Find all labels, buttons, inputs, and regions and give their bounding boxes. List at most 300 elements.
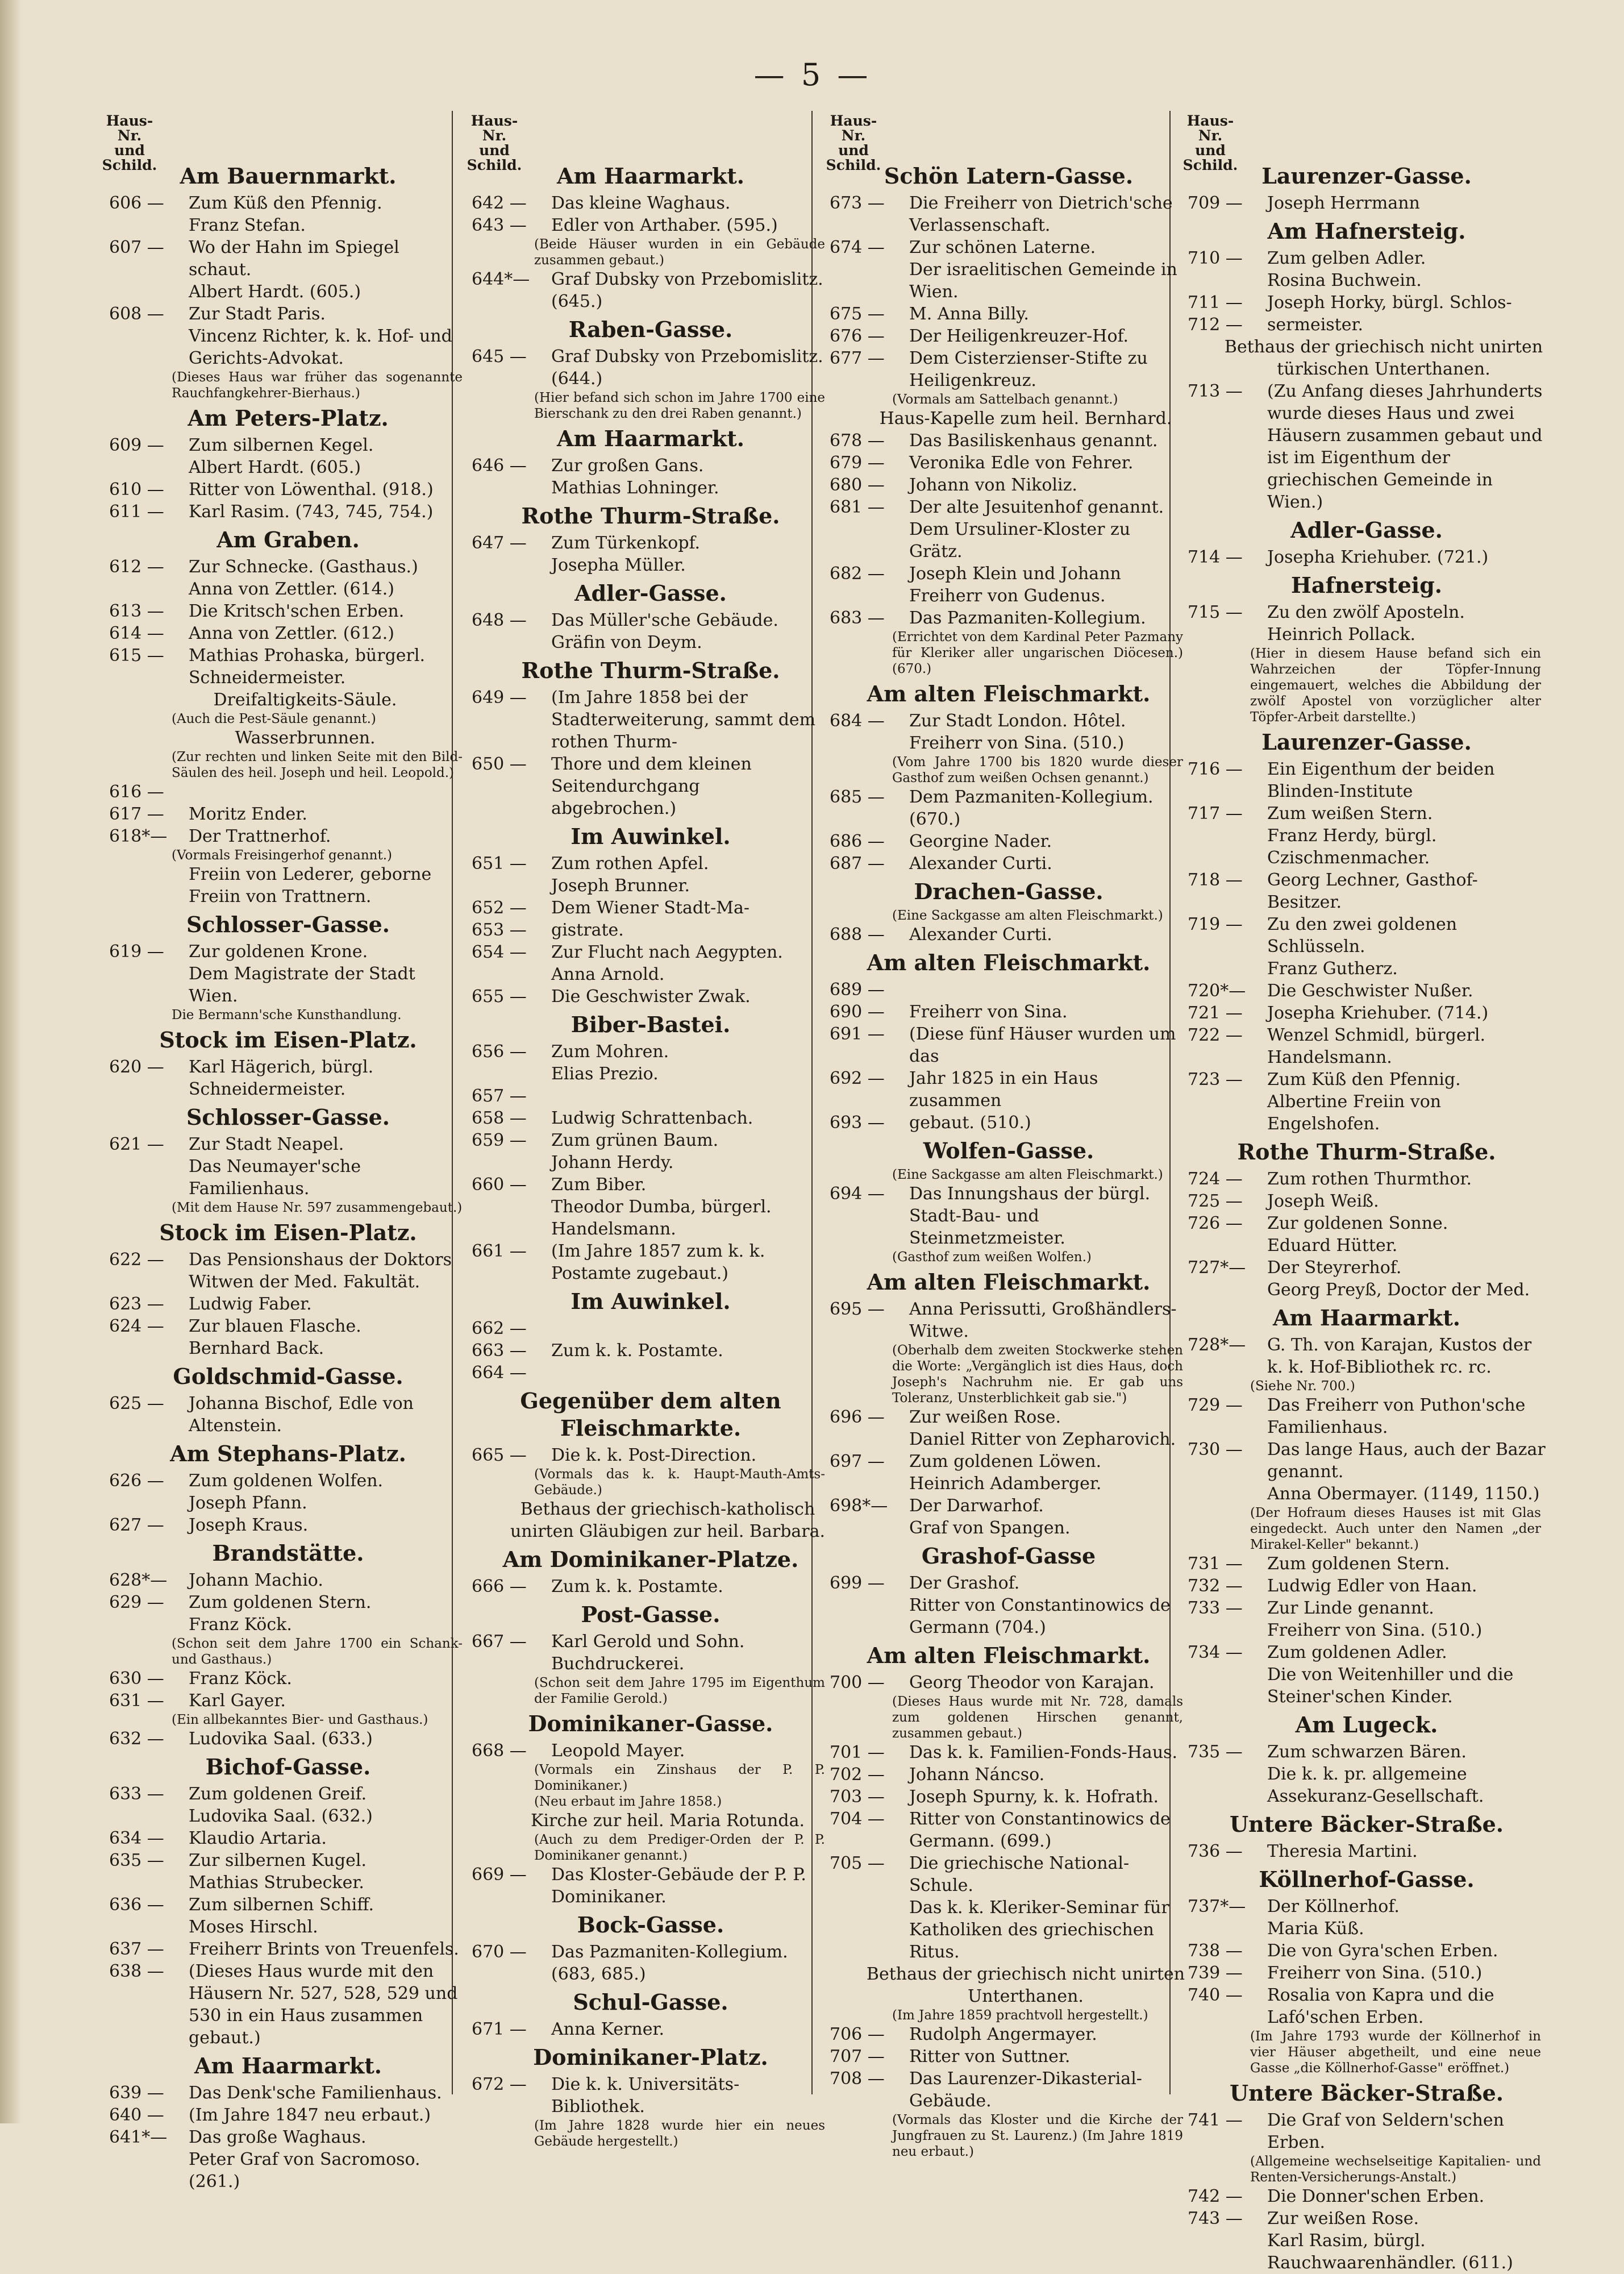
street-heading: Am Bauernmarkt. — [180, 163, 397, 189]
house-entry — [830, 1298, 1188, 1342]
column-header: Haus-Nr. und Schild. — [1182, 113, 1238, 173]
house-entry — [830, 474, 1188, 496]
street-heading: Rothe Thurm-Straße. — [521, 658, 780, 683]
house-entry — [472, 853, 830, 875]
house-owner: Ein Eigenthum der beiden Blinden-Institute — [1267, 759, 1495, 801]
street-heading: Am Haarmarkt. — [1272, 1305, 1461, 1331]
house-entry — [830, 563, 1188, 607]
house-number: 736 — — [1188, 1841, 1243, 1861]
house-number: 712 — — [1188, 315, 1243, 335]
house-owner: Leopold Mayer. — [551, 1741, 685, 1761]
house-owner: Edler von Arthaber. (595.) — [551, 215, 778, 235]
street-heading: Adler-Gasse. — [574, 580, 727, 606]
house-entry — [472, 1864, 830, 1908]
house-number: 721 — — [1188, 1003, 1243, 1023]
house-owner: Georgine Nader. — [909, 832, 1052, 851]
house-owner: Das kleine Waghaus. — [551, 193, 731, 213]
house-entry — [830, 1741, 1188, 1764]
house-owner: Zum k. k. Postamte. — [551, 1577, 723, 1597]
house-owner: Zum goldenen Stern. — [189, 1593, 372, 1612]
house-number: 618*— — [109, 826, 168, 846]
house-entry — [830, 1001, 1188, 1023]
entry-continuation: Anna Obermayer. (1149, 1150.) — [1267, 1484, 1540, 1504]
column-header: Haus-Nr. und Schild. — [467, 113, 522, 173]
entry-continuation: Die k. k. pr. allgemeine Assekuranz-Gesellschaft. — [1267, 1764, 1484, 1806]
entry-continuation: Johann Herdy. — [551, 1153, 674, 1173]
entry-continuation: Daniel Ritter von Zepharovich. — [909, 1429, 1176, 1449]
house-owner: Das Innungshaus der bürgl. Stadt-Bau- und Steinmetzmeister. — [909, 1184, 1151, 1248]
house-owner: Joseph Horky, bürgl. Schlos- — [1267, 293, 1512, 313]
column-header: Haus-Nr. und Schild. — [102, 113, 157, 173]
historical-note: (Eine Sackgasse am alten Fleischmarkt.) — [892, 1167, 1163, 1182]
house-owner: Dem Pazmaniten-Kollegium. (670.) — [909, 787, 1154, 829]
house-number: 622 — — [109, 1250, 164, 1270]
house-entry — [1188, 2185, 1546, 2208]
house-number: 689 — — [830, 980, 885, 1000]
house-number: 641*— — [109, 2127, 168, 2147]
house-owner: Dem Cisterzienser-Stifte zu Heiligenkreuz. — [909, 348, 1148, 390]
house-owner: Zum rothen Apfel. — [551, 854, 709, 874]
house-owner: (Zu Anfang dieses Jahrhunderts wurde dieses Haus und zwei Häusern zusammen gebaut und ist im Eigenthum der griechischen Gemeinde in Wien.) — [1267, 381, 1543, 512]
house-entry — [1188, 601, 1546, 623]
house-owner: Zur Stadt Paris. — [189, 304, 326, 324]
house-number: 660 — — [472, 1175, 527, 1195]
house-number: 625 — — [109, 1394, 164, 1414]
house-owner: (Dieses Haus wurde mit den Häusern Nr. 527, 528, 529 und 530 in ein Haus zusammen gebaut.) — [189, 1961, 458, 2048]
house-entry — [830, 1183, 1188, 1249]
house-entry — [1188, 1575, 1546, 1597]
house-number: 728*— — [1188, 1335, 1246, 1355]
house-entry — [109, 2082, 467, 2104]
house-number: 720*— — [1188, 981, 1246, 1001]
historical-note: (Hier befand sich schon im Jahre 1700 eine Bierschank zu den drei Raben genannt.) — [534, 390, 825, 421]
house-number: 696 — — [830, 1407, 885, 1427]
house-owner: Zur großen Gans. — [551, 456, 704, 476]
house-entry — [830, 325, 1188, 347]
entry-continuation: Anna von Zettler. (614.) — [189, 579, 394, 599]
column-2 — [472, 159, 830, 2148]
house-owner: Die k. k. Post-Direction. — [551, 1445, 757, 1465]
house-entry — [109, 941, 467, 963]
house-owner: Wenzel Schmidl, bürgerl. Handelsmann. — [1267, 1025, 1486, 1067]
house-number: 628*— — [109, 1570, 168, 1590]
house-owner: Der alte Jesuitenhof genannt. — [909, 497, 1164, 517]
house-entry — [1188, 192, 1546, 214]
monument-entry: Haus-Kapelle zum heil. Bernhard. — [879, 409, 1172, 429]
house-number: 640 — — [109, 2105, 164, 2125]
house-entry — [109, 803, 467, 825]
house-entry — [472, 192, 830, 214]
house-entry — [109, 622, 467, 645]
house-owner: Ludwig Edler von Haan. — [1267, 1576, 1477, 1596]
house-number: 743 — — [1188, 2209, 1243, 2229]
house-entry — [830, 1572, 1188, 1594]
house-entry — [109, 1894, 467, 1916]
house-number: 709 — — [1188, 193, 1243, 213]
house-entry — [830, 303, 1188, 325]
binding-gutter — [0, 0, 22, 2123]
house-entry — [109, 1133, 467, 1155]
house-owner: Freiherr Brints von Treuenfels. — [189, 1939, 459, 1959]
house-entry — [472, 1317, 830, 1340]
house-number: 685 — — [830, 787, 885, 807]
entry-continuation: Josepha Müller. — [551, 555, 686, 575]
street-heading: Bock-Gasse. — [577, 1912, 724, 1938]
entry-continuation: Graf von Spangen. — [909, 1518, 1071, 1538]
house-number: 697 — — [830, 1452, 885, 1471]
house-entry — [472, 1107, 830, 1129]
house-owner: Ritter von Löwenthal. (918.) — [189, 480, 434, 500]
street-heading: Am Haarmarkt. — [556, 163, 745, 189]
house-number: 630 — — [109, 1669, 164, 1689]
house-number: 613 — — [109, 601, 164, 621]
house-owner: Zum Mohren. — [551, 1042, 669, 1062]
house-owner: Das große Waghaus. — [189, 2127, 367, 2147]
house-entry — [830, 853, 1188, 875]
house-number: 612 — — [109, 557, 164, 577]
historical-note: (Allgemeine wechselseitige Kapitalien- und Renten-Versicherungs-Anstalt.) — [1250, 2154, 1541, 2185]
house-owner: Rosalia von Kapra und die Lafó'schen Erben. — [1267, 1985, 1494, 2027]
house-number: 647 — — [472, 533, 527, 553]
entry-continuation: Moses Hirschl. — [189, 1917, 318, 1937]
historical-note: (Vormals das k. k. Haupt-Mauth-Amts-Gebäude.) — [534, 1467, 825, 1498]
house-number: 739 — — [1188, 1963, 1243, 1983]
house-number: 636 — — [109, 1895, 164, 1915]
house-owner: Zur schönen Laterne. — [909, 238, 1096, 257]
house-number: 635 — — [109, 1851, 164, 1870]
house-number: 671 — — [472, 2019, 527, 2039]
house-owner: Zum k. k. Postamte. — [551, 1341, 723, 1361]
house-number: 711 — — [1188, 293, 1243, 313]
house-number: 629 — — [109, 1593, 164, 1612]
house-owner: Anna von Zettler. (612.) — [189, 623, 394, 643]
house-owner: Ritter von Constantinowics de Germann. (699.) — [909, 1809, 1171, 1851]
monument-entry: Bethaus der griechisch nicht unirten türkischen Unterthanen. — [1224, 337, 1543, 379]
house-owner: Die Geschwister Nußer. — [1267, 981, 1473, 1001]
house-number: 674 — — [830, 238, 885, 257]
house-number: 643 — — [472, 215, 527, 235]
house-owner: Ludovika Saal. (633.) — [189, 1729, 373, 1749]
house-entry — [1188, 1895, 1546, 1918]
entry-continuation: Mathias Lohninger. — [551, 478, 719, 498]
historical-note: (Oberhalb dem zweiten Stockwerke stehen die Worte: „Vergänglich ist dies Haus, doch Joseph's Nachruhm nie. Er gab uns Toleranz, Unsterblichkeit gab sie.") — [892, 1343, 1183, 1406]
house-entry — [830, 1495, 1188, 1517]
house-number: 648 — — [472, 610, 527, 630]
entry-continuation: Joseph Pfann. — [189, 1493, 307, 1513]
house-owner: Zur Stadt London. Hôtel. — [909, 711, 1126, 731]
house-entry — [1188, 1553, 1546, 1575]
house-owner — [189, 781, 467, 803]
column-3 — [830, 159, 1188, 2159]
house-entry — [1188, 1394, 1546, 1439]
house-entry — [472, 1575, 830, 1598]
house-number: 626 — — [109, 1471, 164, 1491]
house-entry — [109, 1249, 467, 1293]
house-entry — [830, 347, 1188, 392]
house-entry — [830, 1852, 1188, 1897]
house-number: 677 — — [830, 348, 885, 368]
house-number: 714 — — [1188, 547, 1243, 567]
historical-note: Die Bermann'sche Kunsthandlung. — [172, 1008, 402, 1022]
house-owner: Ritter von Suttner. — [909, 2047, 1071, 2067]
house-entry — [830, 1067, 1188, 1112]
house-number: 700 — — [830, 1673, 885, 1693]
house-number: 705 — — [830, 1853, 885, 1873]
house-entry — [1188, 1597, 1546, 1619]
house-entry — [109, 1960, 467, 2049]
street-heading: Dominikaner-Platz. — [533, 2044, 768, 2070]
house-owner: Josepha Kriehuber. (721.) — [1267, 547, 1489, 567]
house-entry — [109, 645, 467, 689]
house-entry — [472, 1941, 830, 1985]
house-owner: Die Graf von Seldern'schen Erben. — [1267, 2110, 1504, 2152]
house-entry — [109, 781, 467, 803]
entry-continuation: Heinrich Adamberger. — [909, 1474, 1102, 1494]
house-entry — [109, 600, 467, 622]
house-number: 733 — — [1188, 1598, 1243, 1618]
house-owner: Das lange Haus, auch der Bazar genannt. — [1267, 1440, 1546, 1482]
entry-continuation: Ritter von Constantinowics de Germann (704.) — [909, 1595, 1171, 1637]
house-entry — [109, 1728, 467, 1750]
entry-continuation: Karl Rasim, bürgl. Rauchwaarenhändler. (611.) — [1267, 2231, 1513, 2273]
house-number: 716 — — [1188, 759, 1243, 779]
house-owner: Die griechische National-Schule. — [909, 1853, 1130, 1895]
house-number: 702 — — [830, 1765, 885, 1785]
house-owner: Zum goldenen Wolfen. — [189, 1471, 384, 1491]
house-owner: Thore und dem kleinen Seitendurchgang abgebrochen.) — [551, 754, 752, 818]
house-owner: Theresia Martini. — [1267, 1841, 1418, 1861]
street-heading: Stock im Eisen-Platz. — [159, 1220, 417, 1245]
house-owner: Josepha Kriehuber. (714.) — [1267, 1003, 1489, 1023]
entry-continuation: Der israelitischen Gemeinde in Wien. — [909, 260, 1177, 302]
house-entry — [830, 710, 1188, 732]
house-entry — [1188, 380, 1546, 513]
house-number: 722 — — [1188, 1025, 1243, 1045]
house-owner: Zu den zwei goldenen Schlüsseln. — [1267, 914, 1458, 957]
entry-continuation: Peter Graf von Sacromoso. (261.) — [189, 2150, 420, 2192]
house-entry — [472, 2073, 830, 2118]
house-number: 710 — — [1188, 248, 1243, 268]
house-number: 614 — — [109, 623, 164, 643]
historical-note: (Schon seit dem Jahre 1795 im Eigenthum der Familie Gerold.) — [534, 1676, 825, 1706]
house-entry — [109, 1668, 467, 1690]
entry-continuation: Franz Köck. — [189, 1615, 292, 1635]
street-heading: Gegenüber dem alten Fleischmarkte. — [520, 1388, 781, 1441]
house-owner: Das Pazmaniten-Kollegium. — [909, 608, 1146, 628]
house-entry — [830, 452, 1188, 474]
house-entry — [830, 1786, 1188, 1808]
house-entry — [1188, 546, 1546, 568]
entry-continuation: Rosina Buchwein. — [1267, 271, 1422, 290]
house-entry — [1188, 1984, 1546, 2028]
house-number: 656 — — [472, 1042, 527, 1062]
house-entry — [830, 496, 1188, 518]
house-number: 732 — — [1188, 1576, 1243, 1596]
house-number: 706 — — [830, 2024, 885, 2044]
house-entry — [109, 501, 467, 523]
entry-continuation: Dem Magistrate der Stadt Wien. — [189, 964, 415, 1006]
house-entry — [1188, 1190, 1546, 1212]
house-owner: Wo der Hahn im Spiegel schaut. — [189, 238, 399, 280]
house-number: 694 — — [830, 1184, 885, 1204]
house-owner: Anna Kerner. — [551, 2019, 665, 2039]
historical-note: (Zur rechten und linken Seite mit den Bild-Säulen des heil. Joseph und heil. Leopold.) — [172, 750, 463, 780]
house-number: 692 — — [830, 1069, 885, 1088]
street-heading: Laurenzer-Gasse. — [1261, 729, 1472, 755]
entry-continuation: Gräfin von Deym. — [551, 633, 702, 652]
house-owner: Die von Gyra'schen Erben. — [1267, 1941, 1498, 1961]
house-owner: Zur weißen Rose. — [909, 1407, 1061, 1427]
house-owner: Zum silbernen Kegel. — [189, 435, 374, 455]
house-entry — [109, 1690, 467, 1712]
house-entry — [830, 1023, 1188, 1067]
house-number: 616 — — [109, 782, 164, 802]
house-owner: Zur blauen Flasche. — [189, 1316, 361, 1336]
entry-continuation: Heinrich Pollack. — [1267, 625, 1416, 645]
house-entry — [109, 1470, 467, 1492]
house-owner: Freiherr von Sina. — [909, 1002, 1068, 1022]
house-owner: Zum goldenen Stern. — [1267, 1554, 1450, 1574]
entry-continuation: Albertine Freiin von Engelshofen. — [1267, 1092, 1442, 1134]
house-owner: M. Anna Billy. — [909, 304, 1029, 324]
house-entry — [1188, 1024, 1546, 1069]
house-owner: (Diese fünf Häuser wurden um das — [909, 1024, 1176, 1066]
house-owner: Johann Náncso. — [909, 1765, 1045, 1785]
street-heading: Stock im Eisen-Platz. — [159, 1027, 417, 1053]
house-number: 690 — — [830, 1002, 885, 1022]
house-entry — [109, 434, 467, 456]
street-heading: Am alten Fleischmarkt. — [867, 1269, 1151, 1295]
house-owner: Karl Rasim. (743, 745, 754.) — [189, 502, 434, 522]
house-owner: Ludwig Faber. — [189, 1294, 312, 1314]
street-heading: Post-Gasse. — [581, 1602, 721, 1627]
street-heading: Wolfen-Gasse. — [923, 1138, 1094, 1163]
house-owner: Joseph Spurny, k. k. Hofrath. — [909, 1787, 1159, 1807]
house-owner: Veronika Edle von Fehrer. — [909, 453, 1134, 473]
house-number: 741 — — [1188, 2110, 1243, 2130]
house-owner: Die Donner'schen Erben. — [1267, 2186, 1485, 2206]
house-owner: Joseph Herrmann — [1267, 193, 1420, 213]
house-entry — [109, 192, 467, 214]
entry-continuation: Ludovika Saal. (632.) — [189, 1806, 373, 1826]
house-entry — [1188, 1212, 1546, 1234]
house-entry — [109, 556, 467, 578]
house-entry — [830, 607, 1188, 629]
entry-continuation: Vincenz Richter, k. k. Hof- und Gerichts-Advokat. — [189, 326, 452, 368]
entry-continuation: Franz Herdy, bürgl. Czischmenmacher. — [1267, 826, 1437, 868]
house-owner: (Im Jahre 1847 neu erbaut.) — [189, 2105, 431, 2125]
house-number: 615 — — [109, 646, 164, 666]
entry-continuation: Georg Preyß, Doctor der Med. — [1267, 1280, 1530, 1300]
house-entry — [472, 1240, 830, 1284]
entry-continuation: Freiherr von Sina. (510.) — [909, 733, 1125, 753]
house-entry — [1188, 758, 1546, 803]
historical-note: (Ein allbekanntes Bier- und Gasthaus.) — [172, 1712, 428, 1727]
house-number: 644*— — [472, 269, 530, 289]
entry-continuation: Franz Stefan. — [189, 215, 306, 235]
house-entry — [472, 609, 830, 631]
house-number: 729 — — [1188, 1395, 1243, 1415]
house-entry — [109, 1849, 467, 1872]
house-number: 609 — — [109, 435, 164, 455]
house-owner: Karl Gayer. — [189, 1691, 286, 1711]
house-number: 718 — — [1188, 870, 1243, 890]
house-number: 742 — — [1188, 2186, 1243, 2206]
historical-note: (Errichtet von dem Kardinal Peter Pazmany für Kleriker aller ungarischen Diöcesen.) (670.) — [892, 630, 1183, 676]
house-entry — [472, 1041, 830, 1063]
house-owner: Jahr 1825 in ein Haus zusammen — [909, 1069, 1098, 1111]
house-entry — [472, 1362, 830, 1384]
historical-note: (Vom Jahre 1700 bis 1820 wurde dieser Gasthof zum weißen Ochsen genannt.) — [892, 755, 1183, 785]
historical-note: (Vormals Freisingerhof genannt.) — [172, 848, 393, 863]
house-owner: Das Pensionshaus der Doktors Witwen der Med. Fakultät. — [189, 1250, 452, 1292]
house-entry — [472, 941, 830, 963]
house-number: 737*— — [1188, 1897, 1246, 1917]
house-owner: Johann von Nikoliz. — [909, 475, 1077, 495]
entry-continuation: Albert Hardt. (605.) — [189, 282, 361, 302]
column-header: Haus-Nr. und Schild. — [826, 113, 881, 173]
page-number: — 5 — — [753, 57, 872, 93]
house-number: 653 — — [472, 920, 527, 940]
historical-note: (Im Jahre 1828 wurde hier ein neues Gebäude hergestellt.) — [534, 2118, 825, 2149]
entry-continuation: Buchdruckerei. — [551, 1654, 685, 1674]
house-number: 725 — — [1188, 1191, 1243, 1211]
street-heading: Hafnersteig. — [1290, 572, 1443, 598]
entry-continuation: Eduard Hütter. — [1267, 1236, 1398, 1256]
house-owner: Zum goldenen Löwen. — [909, 1452, 1102, 1471]
house-number: 719 — — [1188, 914, 1243, 934]
street-heading: Am Stephans-Platz. — [170, 1441, 406, 1466]
entry-continuation: Bernhard Back. — [189, 1338, 324, 1358]
house-entry — [1188, 1439, 1546, 1483]
street-heading: Bichof-Gasse. — [205, 1754, 371, 1780]
house-entry — [472, 2018, 830, 2040]
house-entry — [830, 2046, 1188, 2068]
house-number: 632 — — [109, 1729, 164, 1749]
house-owner — [551, 1362, 830, 1384]
house-entry — [830, 236, 1188, 259]
house-entry — [830, 430, 1188, 452]
house-number: 654 — — [472, 942, 527, 962]
house-number: 687 — — [830, 854, 885, 874]
house-number: 624 — — [109, 1316, 164, 1336]
house-entry — [472, 455, 830, 477]
house-owner — [909, 979, 1188, 1001]
house-number: 659 — — [472, 1130, 527, 1150]
house-number: 675 — — [830, 304, 885, 324]
street-heading: Schlosser-Gasse. — [186, 1104, 390, 1130]
house-number: 669 — — [472, 1865, 527, 1885]
entry-continuation: Theodor Dumba, bürgerl. Handelsmann. — [551, 1197, 772, 1239]
house-entry — [109, 1056, 467, 1100]
house-number: 713 — — [1188, 381, 1243, 401]
historical-note: (Im Jahre 1859 prachtvoll hergestellt.) — [892, 2008, 1148, 2023]
house-owner: Das Kloster-Gebäude der P. P. Dominikaner. — [551, 1865, 806, 1907]
column-1 — [109, 159, 467, 2192]
house-owner: Zum goldenen Greif. — [189, 1784, 367, 1804]
house-owner: Franz Köck. — [189, 1669, 292, 1689]
house-owner: Das Denk'sche Familienhaus. — [189, 2083, 442, 2103]
street-heading: Am Lugeck. — [1295, 1712, 1438, 1737]
house-entry — [1188, 1069, 1546, 1091]
house-entry — [830, 1764, 1188, 1786]
historical-note: (Mit dem Hause Nr. 597 zusammengebaut.) — [172, 1200, 463, 1215]
house-number: 642 — — [472, 193, 527, 213]
historical-note: (Auch zu dem Prediger-Orden der P. P. Dominikaner genannt.) — [534, 1832, 825, 1863]
house-owner: Zum schwarzen Bären. — [1267, 1742, 1467, 1762]
entry-continuation: Dem Ursuliner-Kloster zu Grätz. — [909, 519, 1131, 562]
entry-continuation: Anna Arnold. — [551, 965, 665, 984]
